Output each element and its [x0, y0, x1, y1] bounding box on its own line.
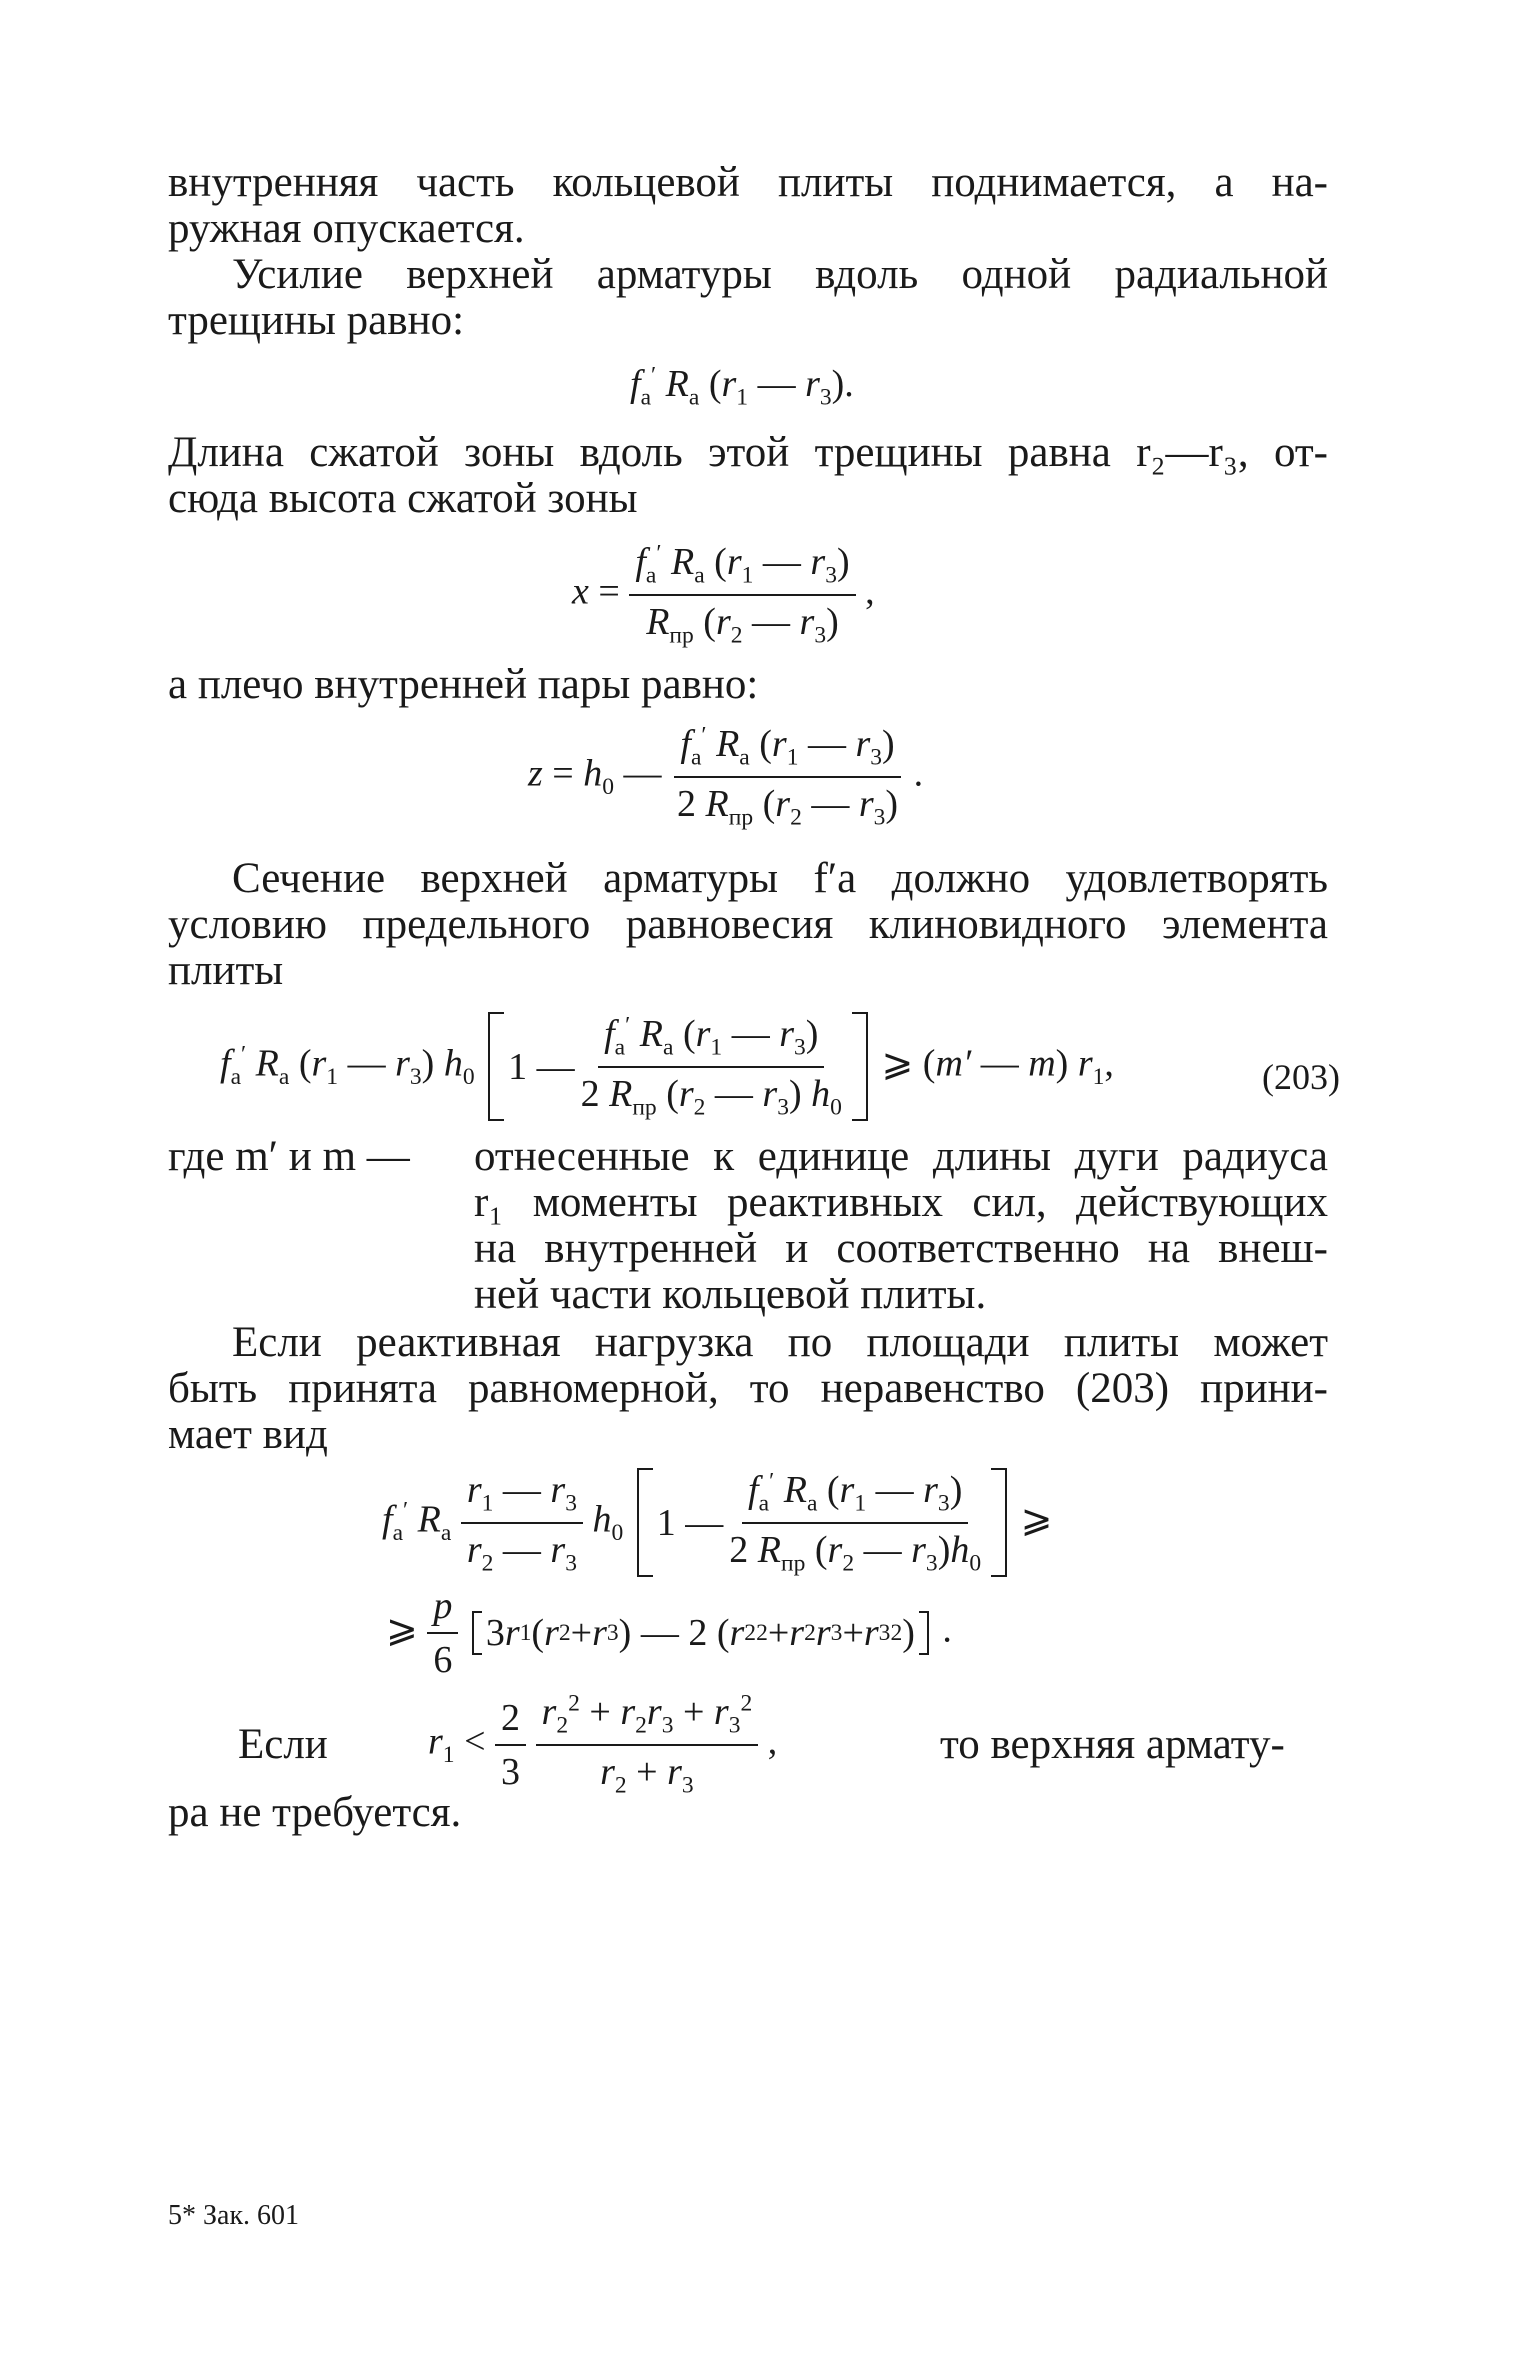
- paragraph-3-line-2: сюда высота сжатой зоны: [168, 475, 638, 522]
- paragraph-4-line-1: а плечо внутренней пары равно:: [168, 661, 759, 708]
- paragraph-2-line-2: трещины равно:: [168, 297, 465, 344]
- equation-condition: $r_1$ < $\frac{2}{3}$ $\frac{r_2^2 + r_2r_3 + r_3^2}{r_2 + r_3}$ ,: [428, 1690, 778, 1799]
- equation-force: $f_а'$ $R_а$ ($r_1$ — $r_3$).: [630, 362, 854, 411]
- where-line-4: ней части кольцевой плиты.: [474, 1271, 987, 1318]
- equation-203: $f_а'$ $R_а$ ($r_1$ — $r_3$) $h_0$ 1 — $\frac{f_а' R_а (r_1 — r_3)}{2 R_{пр} (r_2 — r_3) h_0}$ ⩾ (m′ — m) $r_1$,: [220, 1012, 1114, 1121]
- where-lead: где m′ и m —: [168, 1133, 410, 1180]
- printer-signature: 5* Зак. 601: [168, 2200, 300, 2231]
- equation-uniform-load-line-2: ⩾ $\frac{p}{6}$ 3 r 1 ( r 2 + r 3 ) — 2 ( r 2 2 + r 2 r 3 + r 3 2 ) .: [386, 1585, 952, 1681]
- paragraph-5-line-1: Сечение верхней арматуры f′а должно удовлетворять: [232, 855, 1328, 902]
- where-line-3: на внутренней и соответственно на внеш-: [474, 1225, 1328, 1272]
- equation-uniform-load-line-1: $f_а'$ $R_а$ $\frac{r_1 — r_3}{r_2 — r_3}$ $h_0$ 1 — $\frac{f_а' R_а (r_1 — r_3)}{2 R_{пр} (r_2 — r_3)h_0}$ ⩾: [382, 1468, 1053, 1577]
- paragraph-6-line-2: быть принята равномерной, то неравенство (203) прини-: [168, 1365, 1328, 1412]
- paragraph-5-line-2: условию предельного равновесия клиновидного элемента: [168, 901, 1328, 948]
- paragraph-5-line-3: плиты: [168, 947, 284, 994]
- paragraph-7-line-2: ра не требуется.: [168, 1789, 462, 1836]
- paragraph-3-line-1: Длина сжатой зоны вдоль этой трещины равна r₂—r₃, от-: [168, 429, 1328, 476]
- equation-number-203: (203): [1262, 1057, 1340, 1097]
- paragraph-1-line-1: внутренняя часть кольцевой плиты поднимается, а на-: [168, 159, 1328, 206]
- paragraph-6-line-1: Если реактивная нагрузка по площади плиты может: [232, 1319, 1328, 1366]
- paragraph-2-line-1: Усилие верхней арматуры вдоль одной радиальной: [232, 251, 1328, 298]
- where-line-2: r₁ моменты реактивных сил, действующих: [474, 1179, 1328, 1226]
- where-line-1: отнесенные к единице длины дуги радиуса: [474, 1133, 1328, 1180]
- paragraph-7-tail: то верхняя армату-: [940, 1721, 1285, 1768]
- equation-z: $z = h_0$ — $\frac{f_а' R_а (r_1 — r_3)}{2 R_{пр} (r_2 — r_3)}$ .: [528, 722, 924, 831]
- paragraph-7-lead: Если: [238, 1721, 328, 1768]
- paragraph-6-line-3: мает вид: [168, 1411, 328, 1458]
- equation-x: x = $\frac{f_а' R_а (r_1 — r_3)}{R_{пр} (r_2 — r_3)}$ ,: [572, 540, 875, 649]
- paragraph-1-line-2: ружная опускается.: [168, 205, 525, 252]
